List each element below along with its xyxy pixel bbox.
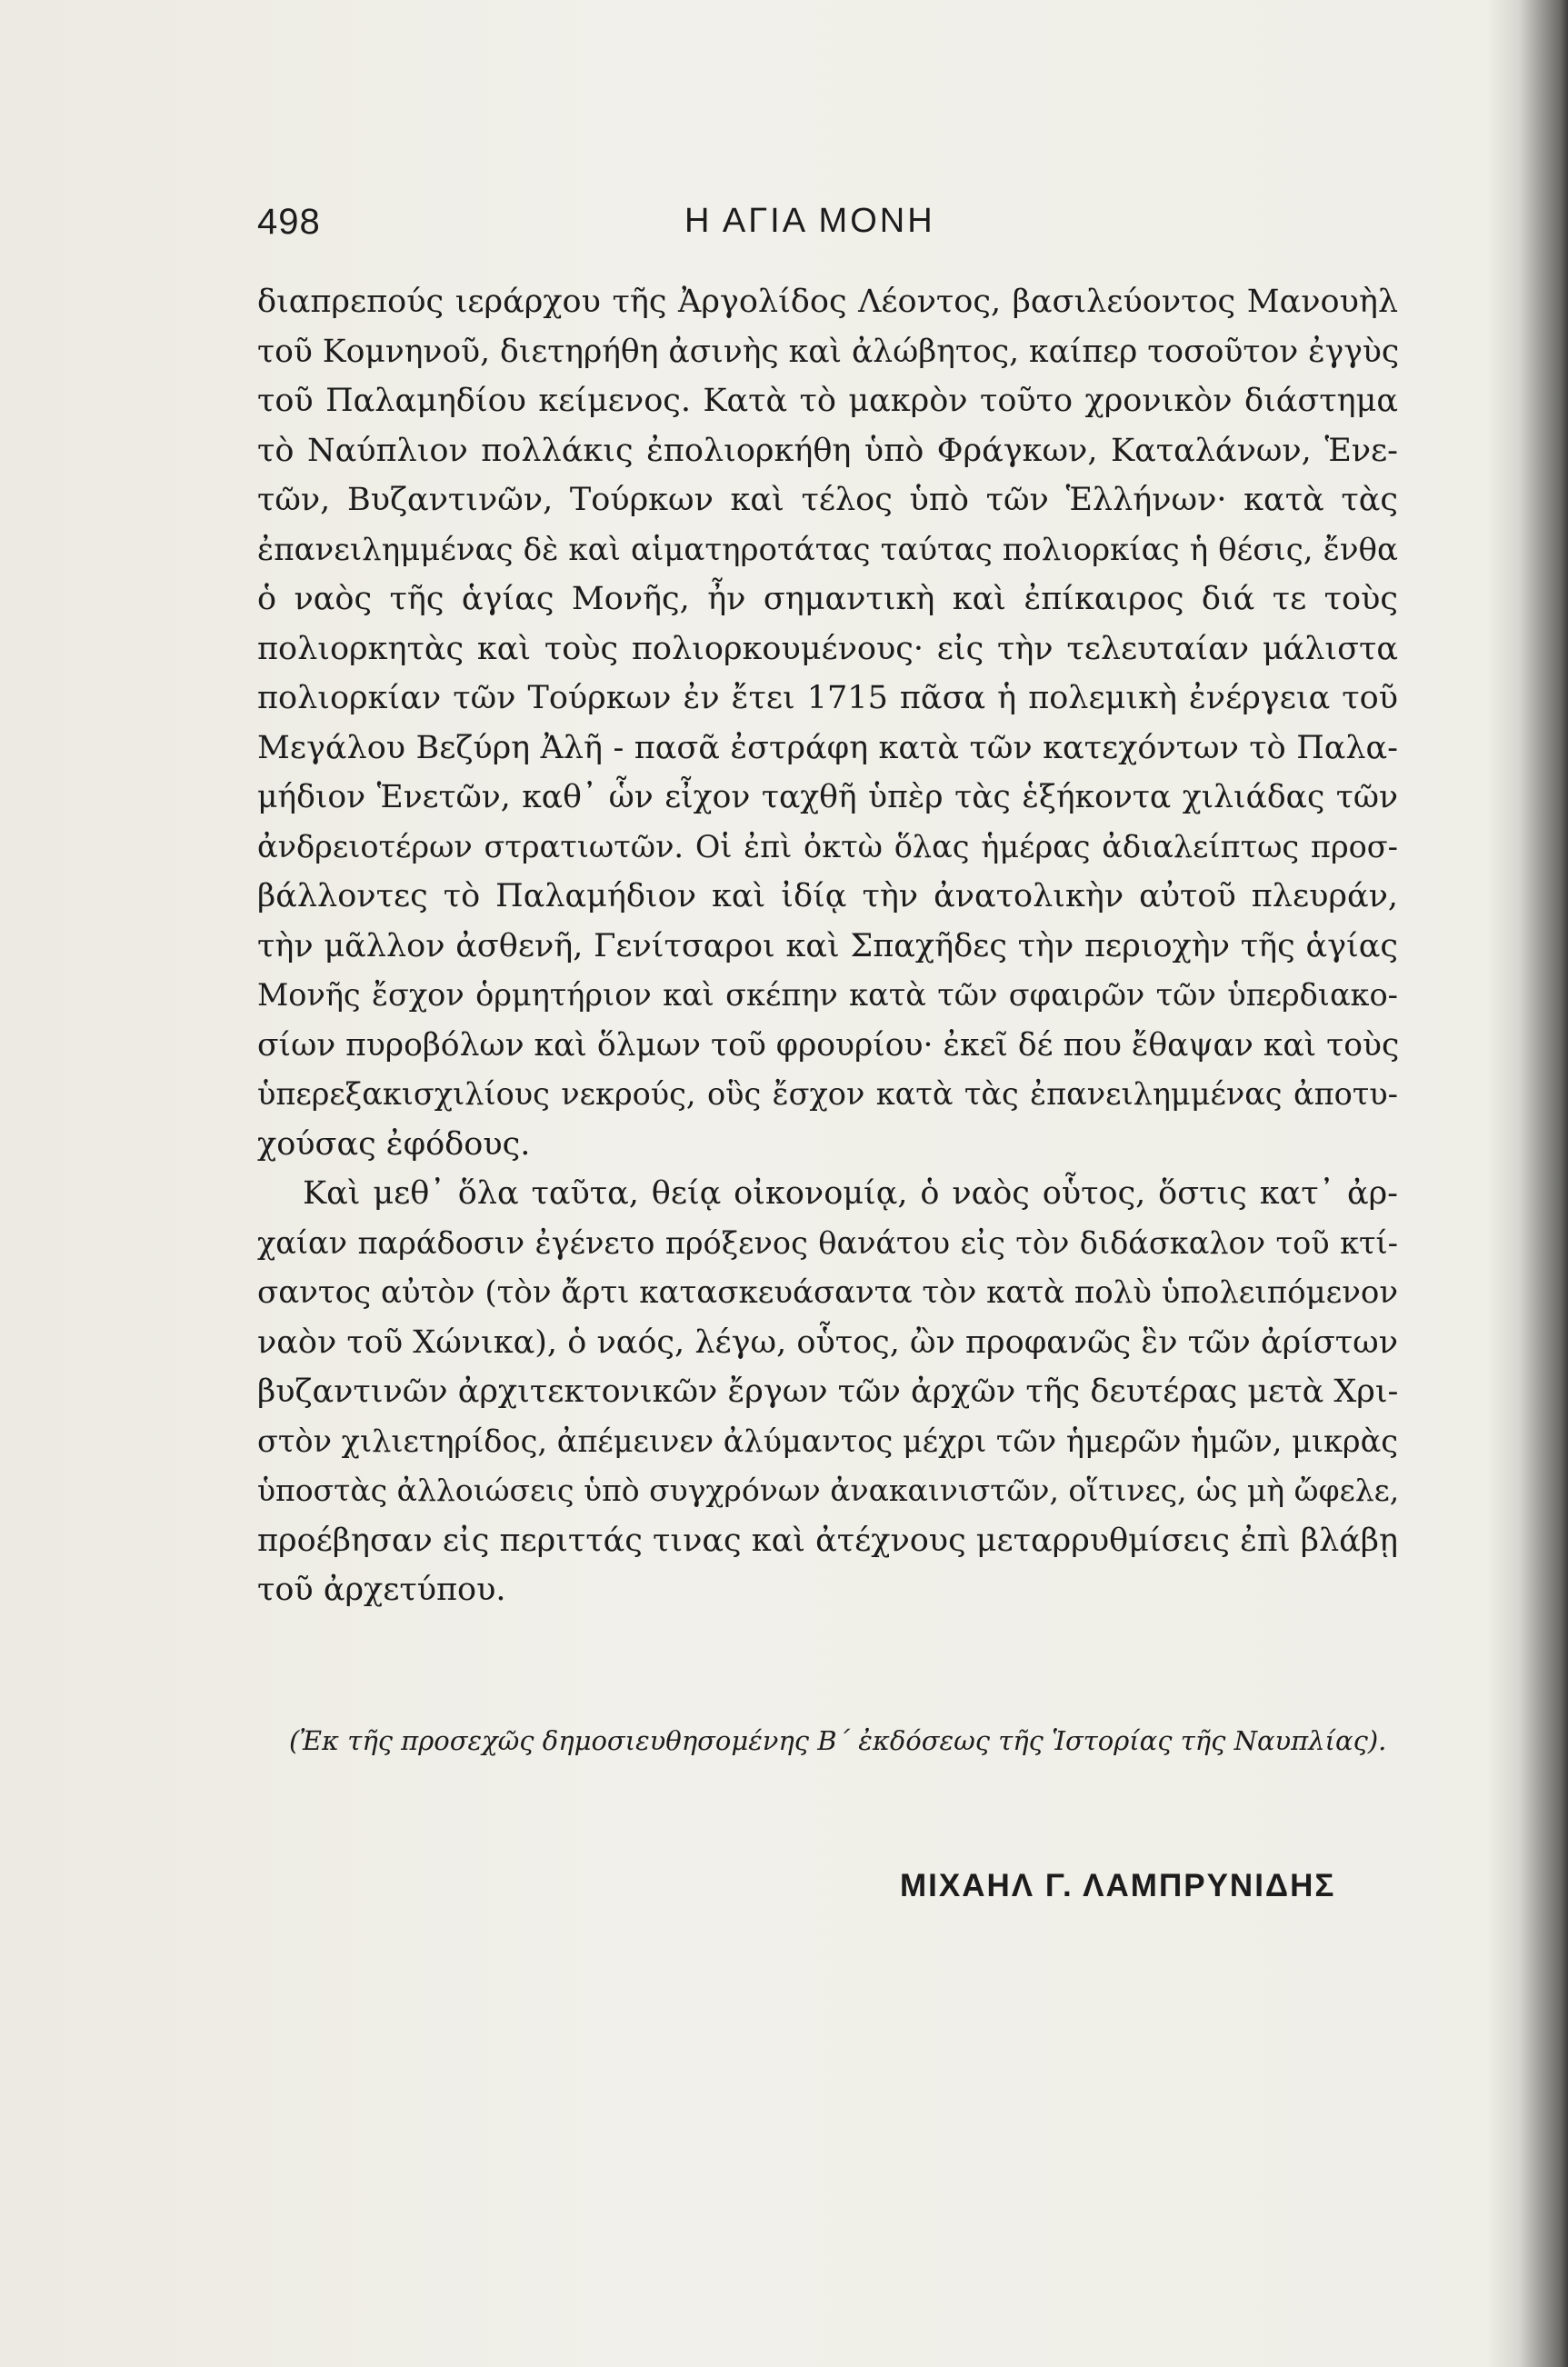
text-line: Μεγάλου Βεζύρη Ἀλῆ - πασᾶ ἐστράφη κατὰ τῶν κατεχόντων τὸ Παλα- — [257, 729, 1398, 766]
text-line: προέβησαν εἰς περιττάς τινας καὶ ἀτέχνους μεταρρυθμίσεις ἐπὶ βλάβῃ — [257, 1522, 1399, 1559]
text-line: τὴν μᾶλλον ἀσθενῆ, Γενίτσαροι καὶ Σπαχῆδες τὴν περιοχὴν τῆς ἁγίας — [257, 927, 1398, 964]
page-number: 498 — [257, 202, 321, 242]
author-signature: ΜΙΧΑΗΛ Γ. ΛΑΜΠΡΥΝΙΔΗΣ — [900, 1868, 1336, 1903]
text-line: χαίαν παράδοσιν ἐγένετο πρόξενος θανάτου εἰς τὸν διδάσκαλον τοῦ κτί- — [257, 1224, 1398, 1261]
paragraph-end-line: χούσας ἐφόδους. — [257, 1125, 531, 1163]
text-line: ὑποστὰς ἀλλοιώσεις ὑπὸ συγχρόνων ἀνακαινιστῶν, οἵτινες, ὡς μὴ ὤφελε, — [257, 1473, 1400, 1508]
text-line: βυζαντινῶν ἀρχιτεκτονικῶν ἔργων τῶν ἀρχῶν τῆς δευτέρας μετὰ Χρι- — [257, 1373, 1399, 1410]
text-line: τῶν, Βυζαντινῶν, Τούρκων καὶ τέλος ὑπὸ τῶν Ἑλλήνων· κατὰ τὰς — [257, 482, 1398, 518]
text-line: Μονῆς ἔσχον ὁρμητήριον καὶ σκέπην κατὰ τῶν σφαιρῶν τῶν ὑπερδιακο- — [257, 977, 1398, 1013]
text-line: ἀνδρειοτέρων στρατιωτῶν. Οἱ ἐπὶ ὀκτὼ ὅλας ἡμέρας ἀδιαλείπτως προσ- — [257, 828, 1398, 864]
text-line: πολιορκητὰς καὶ τοὺς πολιορκουμένους· εἰς τὴν τελευταίαν μάλιστα — [257, 630, 1398, 667]
text-line: τοῦ Κομνηνοῦ, διετηρήθη ἀσινὴς καὶ ἀλώβητος, καίπερ τοσοῦτον ἐγγὺς — [257, 333, 1400, 370]
text-line: σίων πυροβόλων καὶ ὅλμων τοῦ φρουρίου· ἐκεῖ δέ που ἔθαψαν καὶ τοὺς — [257, 1026, 1400, 1064]
text-line: τὸ Ναύπλιον πολλάκις ἐπολιορκήθη ὑπὸ Φράγκων, Καταλάνων, Ἑνε- — [257, 432, 1398, 469]
text-line: μήδιον Ἑνετῶν, καθ᾽ ὧν εἶχον ταχθῆ ὑπὲρ τὰς ἑξήκοντα χιλιάδας τῶν — [257, 779, 1398, 815]
text-line: ὁ ναὸς τῆς ἁγίας Μονῆς, ἦν σημαντικὴ καὶ ἐπίκαιρος διά τε τοὺς — [257, 581, 1398, 617]
body-text — [257, 277, 1398, 1615]
paragraph-start-line: Καὶ μεθ᾽ ὅλα ταῦτα, θείᾳ οἰκονομίᾳ, ὁ ναὸς οὗτος, ὅστις κατ᾽ ἀρ- — [303, 1175, 1398, 1212]
running-title: Η ΑΓΙΑ ΜΟΝΗ — [684, 202, 935, 240]
text-line: ἐπανειλημμένας δὲ καὶ αἱματηροτάτας ταύτας πολιορκίας ἡ θέσις, ἔνθα — [257, 531, 1398, 568]
text-line: βάλλοντες τὸ Παλαμήδιον καὶ ἰδίᾳ τὴν ἀνατολικὴν αὐτοῦ πλευράν, — [257, 878, 1398, 914]
text-line: στὸν χιλιετηρίδος, ἀπέμεινεν ἀλύμαντος μέχρι τῶν ἡμερῶν ἡμῶν, μικρὰς — [257, 1423, 1398, 1459]
text-line: τοῦ Παλαμηδίου κείμενος. Κατὰ τὸ μακρὸν τοῦτο χρονικὸν διάστημα — [257, 383, 1398, 419]
text-line: σαντος αὐτὸν (τὸν ἄρτι κατασκευάσαντα τὸν κατὰ πολὺ ὑπολειπόμενον — [257, 1274, 1399, 1311]
text-line: ναὸν τοῦ Χώνικα), ὁ ναός, λέγω, οὗτος, ὢν προφανῶς ἓν τῶν ἀρίστων — [257, 1323, 1398, 1361]
text-line: διαπρεπούς ιεράρχου τῆς Ἀργολίδος Λέοντος, βασιλεύοντος Μανουὴλ — [257, 284, 1398, 320]
paragraph-end-line: τοῦ ἀρχετύπου. — [257, 1572, 506, 1608]
source-citation: (Ἐκ τῆς προσεχῶς δημοσιευθησομένης Β´ ἐκδόσεως τῆς Ἱστορίας τῆς Ναυπλίας). — [289, 1725, 1387, 1756]
text-line: ὑπερεξακισχιλίους νεκρούς, οὓς ἔσχον κατὰ τὰς ἐπανειλημμένας ἀποτυ- — [257, 1076, 1398, 1112]
page-header — [257, 202, 1398, 256]
spine-shadow — [1486, 0, 1568, 2367]
text-line: πολιορκίαν τῶν Τούρκων ἐν ἔτει 1715 πᾶσα ἡ πολεμικὴ ἐνέργεια τοῦ — [257, 680, 1398, 716]
